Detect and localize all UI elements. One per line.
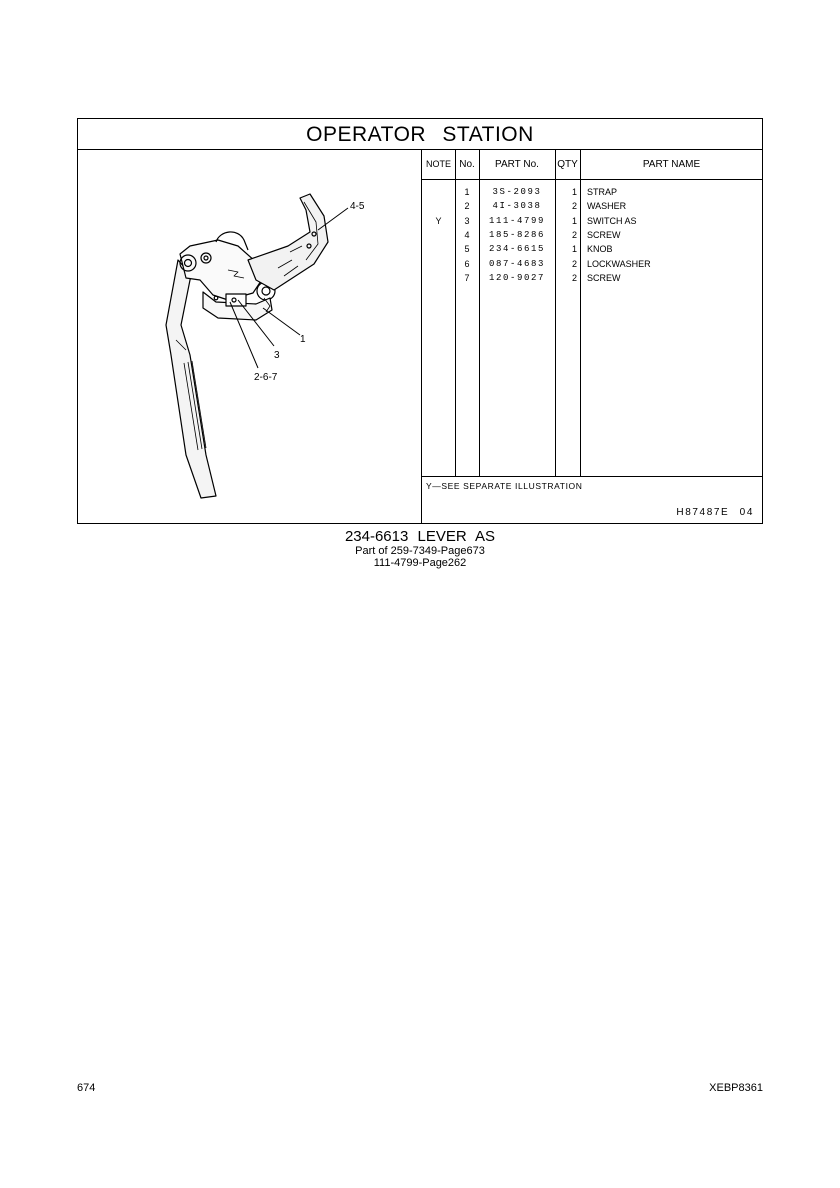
row-part-number: 120-9027 <box>488 272 545 283</box>
row-number: 4 <box>464 229 470 240</box>
header-part-no: PART No. <box>495 159 539 170</box>
lever-illustration <box>78 150 421 523</box>
row-number: 5 <box>464 244 470 255</box>
parts-table <box>421 150 762 523</box>
row-part-name: SCREW <box>587 229 621 240</box>
row-qty: 2 <box>571 258 577 269</box>
row-part-name: KNOB <box>587 244 613 255</box>
row-qty: 2 <box>571 229 577 240</box>
row-part-name: SWITCH AS <box>587 215 637 226</box>
callout-3: 3 <box>274 350 280 361</box>
parts-frame <box>77 118 763 524</box>
row-number: 3 <box>464 215 470 226</box>
page-number: 674 <box>77 1082 96 1094</box>
row-part-name: LOCKWASHER <box>587 258 651 269</box>
row-number: 6 <box>464 258 470 269</box>
row-note: Y <box>435 215 442 226</box>
row-part-number: 234-6615 <box>488 244 545 255</box>
row-part-number: 087-4683 <box>488 258 545 269</box>
document-code: XEBP8361 <box>709 1082 763 1094</box>
table-row <box>422 242 762 256</box>
callout-2-6-7: 2-6-7 <box>254 372 278 383</box>
lever-arm <box>248 194 328 290</box>
section-title: OPERATOR STATION <box>78 119 762 150</box>
header-part-name: PART NAME <box>642 159 701 170</box>
row-number: 2 <box>464 201 470 212</box>
row-number: 7 <box>464 272 470 283</box>
caption-title: 234-6613 LEVER AS <box>344 528 496 545</box>
table-row <box>422 228 762 242</box>
callout-4-5: 4-5 <box>350 201 365 212</box>
row-qty: 1 <box>571 215 577 226</box>
row-qty: 2 <box>571 201 577 212</box>
callout-1: 1 <box>300 334 306 345</box>
table-footnote: Y—SEE SEPARATE ILLUSTRATION <box>426 481 583 491</box>
row-part-number: 111-4799 <box>488 215 545 226</box>
row-part-number: 4I-3038 <box>492 201 542 212</box>
header-note: NOTE <box>425 159 451 169</box>
row-part-name: WASHER <box>587 201 627 212</box>
row-part-name: SCREW <box>587 272 621 283</box>
row-part-number: 3S-2093 <box>492 187 542 197</box>
table-row <box>422 185 762 199</box>
row-part-name: STRAP <box>587 187 618 197</box>
illustration-code: H87487E 04 <box>676 507 754 518</box>
table-row <box>422 199 762 213</box>
table-row <box>422 257 762 271</box>
caption-part-of: Part of 259-7349-Page673 <box>355 545 485 557</box>
table-row <box>422 271 762 285</box>
header-qty: QTY <box>557 159 578 170</box>
row-qty: 1 <box>571 244 577 255</box>
header-no: No. <box>459 159 475 170</box>
row-part-number: 185-8286 <box>488 229 545 240</box>
table-row <box>422 214 762 228</box>
row-number: 1 <box>464 187 470 197</box>
caption-reference: 111-4799-Page262 <box>373 557 467 569</box>
row-qty: 2 <box>571 272 577 283</box>
row-qty: 1 <box>571 187 577 197</box>
